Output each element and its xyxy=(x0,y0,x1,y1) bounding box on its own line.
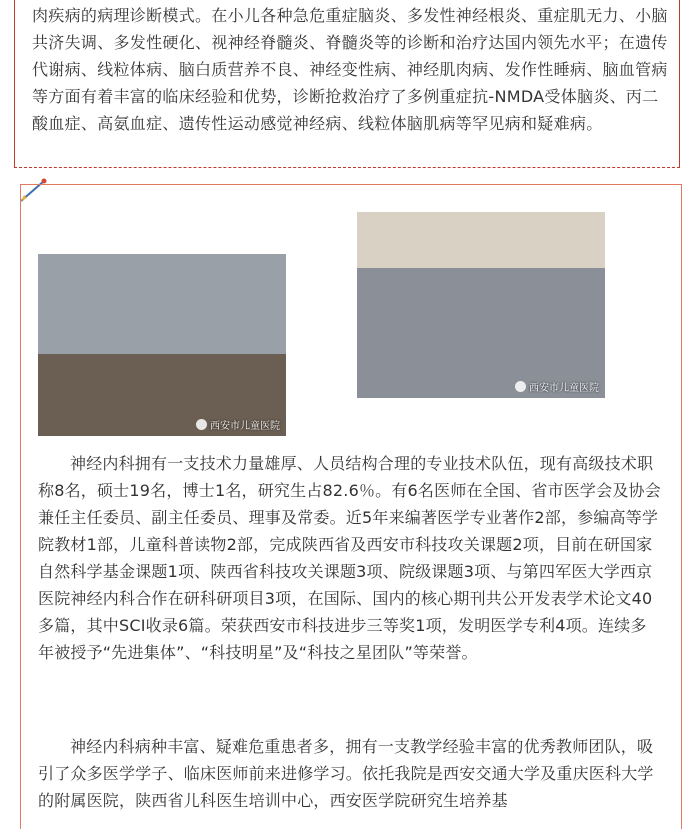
wechat-icon xyxy=(515,381,526,392)
photo-watermark: 西安市儿童医院 xyxy=(196,417,280,432)
wechat-icon xyxy=(196,419,207,430)
teaching-paragraph: 神经内科病种丰富、疑难危重患者多，拥有一支教学经验丰富的优秀教师团队，吸引了众多医学学子、临床医师前来进修学习。依托我院是西安交通大学及重庆医科大学的附属医院，陕西省儿科医生培训中心，西安医学院研究生培养基 xyxy=(38,737,654,810)
intro-paragraph: 肉疾病的病理诊断模式。在小儿各种急危重症脑炎、多发性神经根炎、重症肌无力、小脑共济失调、多发性硬化、视神经脊髓炎、脊髓炎等的诊断和治疗达国内领先水平；在遗传代谢病、线粒体病、脑白质营养不良、神经变性病、神经肌肉病、发作性睡病、脑血管病等方面有着丰富的临床经验和优势，诊断抢救治疗了多例重症抗-NMDA受体脑炎、丙二酸血症、高氨血症、遗传性运动感觉神经病、线粒体脑肌病等罕见病和疑难病。 xyxy=(32,6,668,133)
team-photo xyxy=(38,254,286,436)
lecture-photo xyxy=(357,212,605,398)
photo-watermark: 西安市儿童医院 xyxy=(515,379,599,394)
intro-box xyxy=(14,0,680,168)
team-paragraph: 神经内科拥有一支技术力量雄厚、人员结构合理的专业技术队伍，现有高级技术职称8名，硕士19名，博士1名，研究生占82.6％。有6名医师在全国、省市医学会及协会兼任主任委员、副主任委员、理事及常委。近5年来编著医学专业著作2部，参编高等学院教材1部，儿童科普读物2部，完成陕西省及西安市科技攻关课题2项，目前在研国家自然科学基金课题1项、陕西省科技攻关课题3项、院级课题3项、与第四军医大学西京医院神经内科合作在研科研项目3项，在国际、国内的核心期刊共公开发表学术论文40多篇，其中SCI收录6篇。荣获西安市科技进步三等奖1项，发明医学专利4项。连续多年被授予“先进集体”、“科技明星”及“科技之星团队”等荣誉。 xyxy=(38,454,661,662)
